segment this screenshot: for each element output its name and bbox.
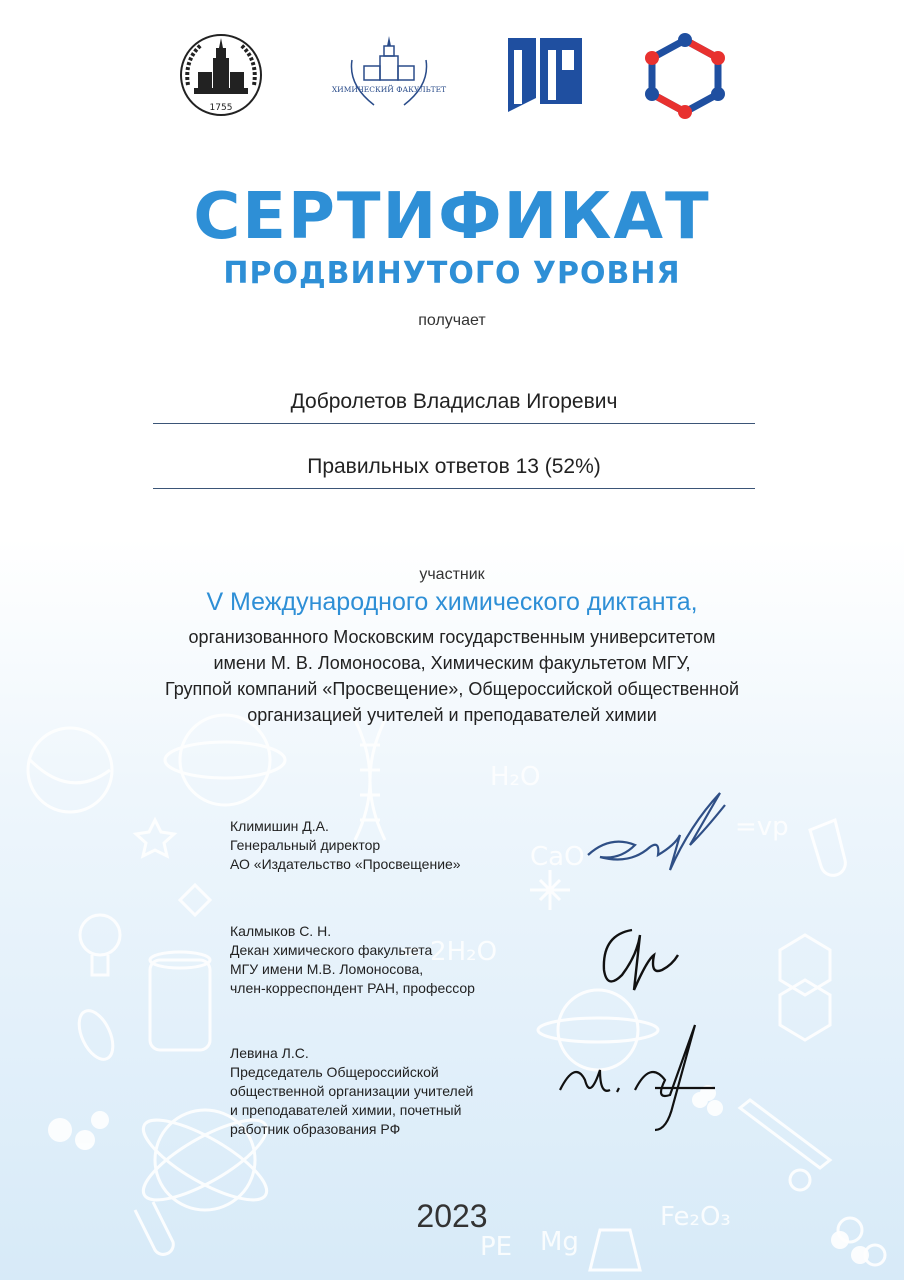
organizers-text: [0, 624, 904, 728]
signatory-title-line: Председатель Общероссийской: [230, 1064, 439, 1080]
signatory-name: Климишин Д.А.: [230, 818, 329, 834]
recipient-underline: [153, 423, 755, 424]
svg-text:PE: PE: [480, 1232, 513, 1262]
result-text: Правильных ответов 13 (52%): [307, 455, 601, 478]
receives-label: получает: [418, 312, 486, 329]
signatory-title-line: Декан химического факультета: [230, 942, 433, 958]
svg-text:Mg: Mg: [540, 1227, 579, 1257]
participant-label: участник: [419, 566, 485, 583]
chemistry-faculty-label: ХИМИЧЕСКИЙ ФАКУЛЬТЕТ: [331, 85, 447, 94]
organizer-line: организованного Московским государственным университетом: [188, 627, 716, 647]
chemistry-faculty-icon: [331, 30, 447, 120]
certificate-title: СЕРТИФИКАТ: [193, 180, 711, 254]
signature-kalmykov: [592, 915, 682, 1005]
signatory-title-line: МГУ имени М.В. Ломоносова,: [230, 961, 424, 977]
signatory-name: Калмыков С. Н.: [230, 923, 332, 939]
organizer-line: имени М. В. Ломоносова, Химическим факультетом МГУ,: [213, 653, 691, 673]
svg-text:Fe₂O₃: Fe₂O₃: [660, 1202, 731, 1232]
svg-text:H₂O: H₂O: [490, 762, 541, 792]
svg-text:CaO: CaO: [530, 842, 585, 872]
signatory-1: [230, 817, 461, 874]
signatory-title-line: и преподавателей химии, почетный: [230, 1102, 462, 1118]
year-label: 2023: [416, 1198, 488, 1234]
signature-klimishin: [580, 785, 730, 895]
msu-year-label: 1755: [209, 103, 233, 113]
signatory-title-line: работник образования РФ: [230, 1121, 401, 1137]
organizer-line: Группой компаний «Просвещение», Общероссийской общественной: [164, 679, 740, 699]
signatory-name: Левина Л.С.: [230, 1045, 309, 1061]
signatory-title-line: общественной организации учителей: [230, 1083, 474, 1099]
signatory-title-line: Генеральный директор: [230, 837, 381, 853]
msu-emblem-icon: [176, 30, 266, 120]
recipient-name: Добролетов Владислав Игоревич: [290, 390, 618, 413]
svg-text:= 2H₂O: = 2H₂O: [400, 937, 498, 967]
signatory-title-line: АО «Издательство «Просвещение»: [230, 856, 461, 872]
result-underline: [153, 488, 755, 489]
signatory-3: [230, 1044, 473, 1139]
event-title: V Международного химического диктанта,: [206, 588, 698, 616]
svg-text:=vp: =vp: [735, 812, 789, 842]
hexagon-molecule-icon: [640, 30, 730, 120]
certificate-subtitle: ПРОДВИНУТОГО УРОВНЯ: [223, 256, 681, 291]
prosveshchenie-logo-icon: [500, 30, 590, 120]
signatory-2: [230, 922, 475, 998]
organizer-line: организацией учителей и преподавателей химии: [247, 705, 657, 725]
signatory-title-line: член-корреспондент РАН, профессор: [230, 980, 475, 996]
signature-levina: [555, 1020, 725, 1140]
